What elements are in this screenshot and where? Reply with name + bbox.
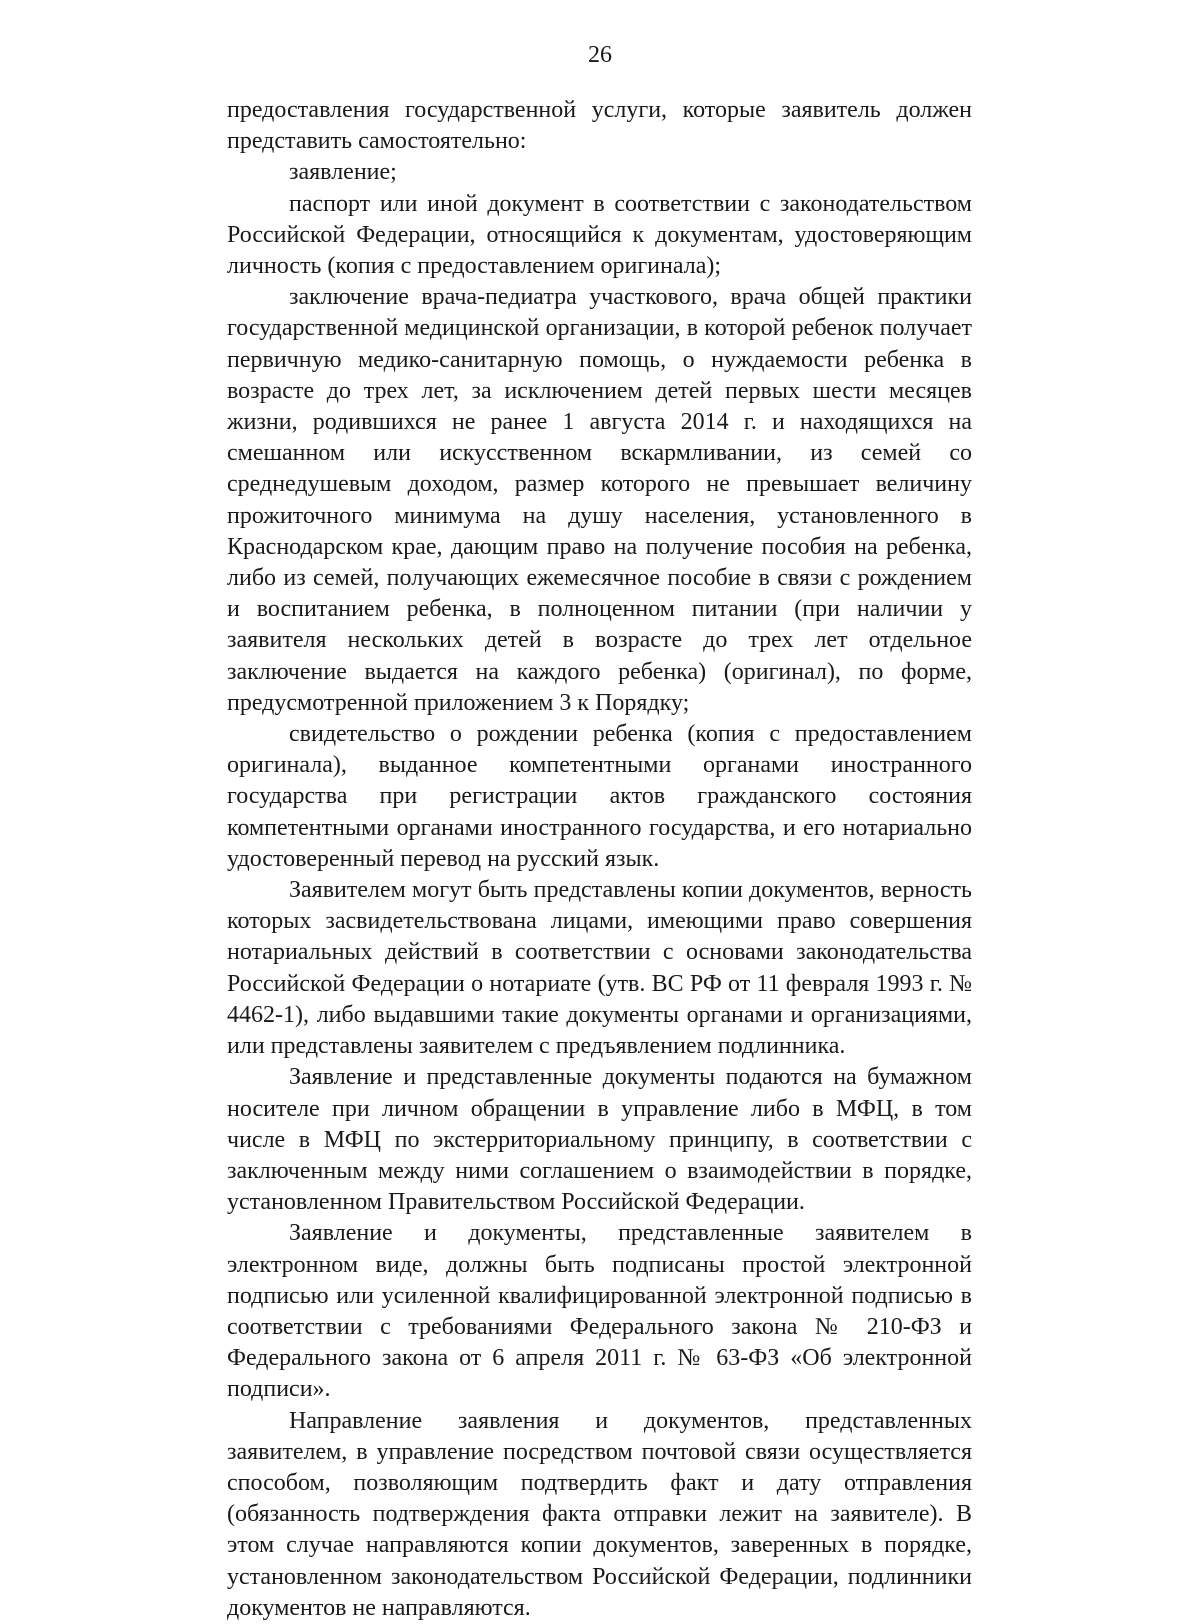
paragraph-postal-submission: Направление заявления и документов, представленных заявителем, в управление посредством почтовой связи осуществляется способом, позволяющим подтвердить факт и дату отправления (обязанность подтверждения факта отправки лежит на заявителе). В этом случае направляются копии документов, заверенных в порядке, установленном законодательством Российской Федерации, подлинники документов не направляются. — [227, 1407, 972, 1621]
paragraph-item-pediatrician-conclusion: заключение врача-педиатра участкового, врача общей практики государственной медицинской организации, в которой ребенок получает первичную медико-санитарную помощь, о нуждаемости ребенка в возрасте до трех лет, за исключением детей первых шести месяцев жизни, родившихся не ранее 1 августа 2014 г. и находящихся на смешанном или искусственном вскармливании, из семей со среднедушевым доходом, размер которого не превышает величину прожиточного минимума на душу населения, установленного в Краснодарском крае, дающим право на получение пособия на ребенка, либо из семей, получающих ежемесячное пособие в связи с рождением и воспитанием ребенка, в полноценном питании (при наличии у заявителя нескольких детей в возрасте до трех лет отдельное заключение выдается на каждого ребенка) (оригинал), по форме, предусмотренной приложением 3 к Порядку; — [227, 284, 972, 716]
body-text — [227, 95, 972, 1624]
paragraph-item-passport: паспорт или иной документ в соответствии с законодательством Российской Федерации, относящийся к документам, удостоверяющим личность (копия с предоставлением оригинала); — [227, 190, 972, 280]
page-number: 26 — [588, 42, 612, 68]
paragraph-item-application: заявление; — [289, 159, 397, 186]
paragraph-paper-submission: Заявление и представленные документы подаются на бумажном носителе при личном обращении в управление либо в МФЦ, в том числе в МФЦ по экстерриториальному принципу, в соответствии с заключенным между ними соглашением о взаимодействии в порядке, установленном Правительством Российской Федерации. — [227, 1064, 972, 1216]
paragraph-document-copies: Заявителем могут быть представлены копии документов, верность которых засвидетельствована лицами, имеющими право совершения нотариальных действий в соответствии с основами законодательства Российской Федерации о нотариате (утв. ВС РФ от 11 февраля 1993 г. № 4462-1), либо выдавшими такие документы органами и организациями, или представлены заявителем с предъявлением подлинника. — [227, 877, 972, 1060]
paragraph-item-birth-certificate: свидетельство о рождении ребенка (копия с предоставлением оригинала), выданное компетентными органами иностранного государства при регистрации актов гражданского состояния компетентными органами иностранного государства, и его нотариально удостоверенный перевод на русский язык. — [227, 721, 972, 872]
paragraph-electronic-signature: Заявление и документы, представленные заявителем в электронном виде, должны быть подписаны простой электронной подписью или усиленной квалифицированной электронной подписью в соответствии с требованиями Федерального закона № 210-ФЗ и Федерального закона от 6 апреля 2011 г. № 63-ФЗ «Об электронной подписи». — [227, 1220, 972, 1403]
paragraph-continuation: предоставления государственной услуги, которые заявитель должен представить самостоятельно: — [227, 97, 972, 155]
